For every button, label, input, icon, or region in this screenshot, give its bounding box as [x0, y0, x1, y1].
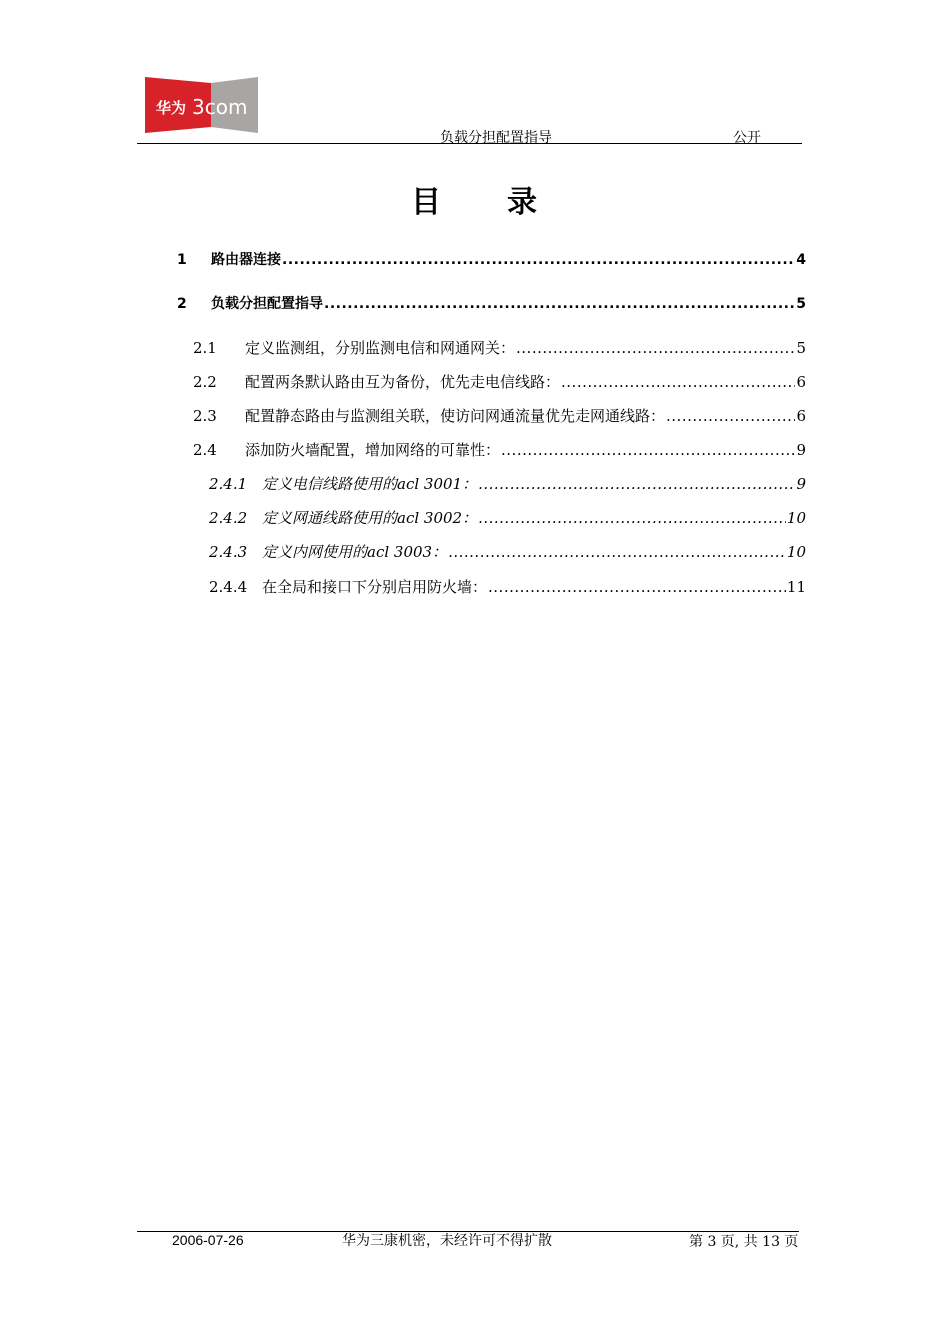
- toc-entry[interactable]: [209, 507, 806, 528]
- toc-entry-page: 6: [796, 373, 806, 391]
- footer-date: 2006-07-26: [172, 1232, 244, 1248]
- company-logo: [145, 77, 258, 133]
- toc-heading: [0, 177, 950, 221]
- toc-dot-leader: [488, 578, 786, 596]
- toc-entry[interactable]: [209, 473, 806, 494]
- toc-entry[interactable]: [209, 541, 806, 562]
- footer-page-number: 第 3 页, 共 13 页: [689, 1234, 799, 1250]
- footer-confidential-notice: 华为三康机密，未经许可不得扩散: [342, 1233, 552, 1249]
- toc-dot-leader: [324, 296, 795, 312]
- header-classification: 公开: [733, 130, 761, 146]
- toc-entry-number: 2: [177, 296, 187, 312]
- toc-entry[interactable]: [209, 576, 806, 597]
- toc-dot-leader: [478, 475, 795, 493]
- svg-text:3com: 3com: [192, 95, 248, 119]
- toc-entry-title: 定义监测组，分别监测电信和网通网关：: [245, 339, 516, 357]
- toc-entry-page: 4: [796, 252, 806, 268]
- toc-dot-leader: [516, 339, 795, 357]
- toc-entry-title: 在全局和接口下分别启用防火墙：: [262, 578, 488, 596]
- toc-entry-title: 配置静态路由与监测组关联，使访问网通流量优先走网通线路：: [245, 407, 666, 425]
- toc-heading-left: 目: [411, 185, 443, 220]
- toc-entry-number: 1: [177, 252, 187, 268]
- header-document-title: 负载分担配置指导: [440, 130, 552, 146]
- toc-entry[interactable]: [177, 293, 806, 313]
- toc-entry-page: 5: [796, 339, 806, 357]
- toc-entry-page: 9: [796, 475, 806, 493]
- toc-entry-page: 11: [786, 578, 806, 596]
- toc-entry-page: 9: [796, 441, 806, 459]
- toc-dot-leader: [282, 252, 795, 268]
- toc-entry-number: 2.4.1: [209, 475, 248, 493]
- toc-entry-title: 定义电信线路使用的acl 3001：: [262, 475, 478, 493]
- toc-entry[interactable]: [193, 337, 806, 358]
- toc-entry-number: 2.4.2: [209, 509, 248, 527]
- toc-entry-number: 2.3: [193, 407, 217, 425]
- toc-dot-leader: [501, 441, 795, 459]
- toc-entry-title: 负载分担配置指导: [211, 296, 323, 312]
- toc-entry-number: 2.2: [193, 373, 217, 391]
- toc-dot-leader: [478, 509, 786, 527]
- toc-entry-page: 5: [796, 296, 806, 312]
- header-divider: [137, 143, 802, 144]
- svg-text:华为: 华为: [156, 99, 187, 117]
- toc-entry[interactable]: [193, 439, 806, 460]
- toc-dot-leader: [561, 373, 795, 391]
- toc-entry-number: 2.4.4: [209, 578, 248, 596]
- toc-entry-page: 6: [796, 407, 806, 425]
- toc-entry-number: 2.4: [193, 441, 217, 459]
- toc-entry-page: 10: [786, 543, 806, 561]
- toc-entry-number: 2.4.3: [209, 543, 248, 561]
- toc-entry-title: 配置两条默认路由互为备份，优先走电信线路：: [245, 373, 561, 391]
- toc-entry[interactable]: [193, 371, 806, 392]
- toc-entry[interactable]: [177, 249, 806, 269]
- toc-entry-page: 10: [786, 509, 806, 527]
- toc-dot-leader: [448, 543, 786, 561]
- toc-entry[interactable]: [193, 405, 806, 426]
- toc-entry-title: 添加防火墙配置，增加网络的可靠性：: [245, 441, 501, 459]
- toc-dot-leader: [666, 407, 795, 425]
- toc-entry-title: 定义内网使用的acl 3003：: [262, 543, 448, 561]
- toc-entry-title: 路由器连接: [211, 252, 281, 268]
- toc-heading-right: 录: [507, 185, 539, 220]
- toc-entry-title: 定义网通线路使用的acl 3002：: [262, 509, 478, 527]
- toc-entry-number: 2.1: [193, 339, 217, 357]
